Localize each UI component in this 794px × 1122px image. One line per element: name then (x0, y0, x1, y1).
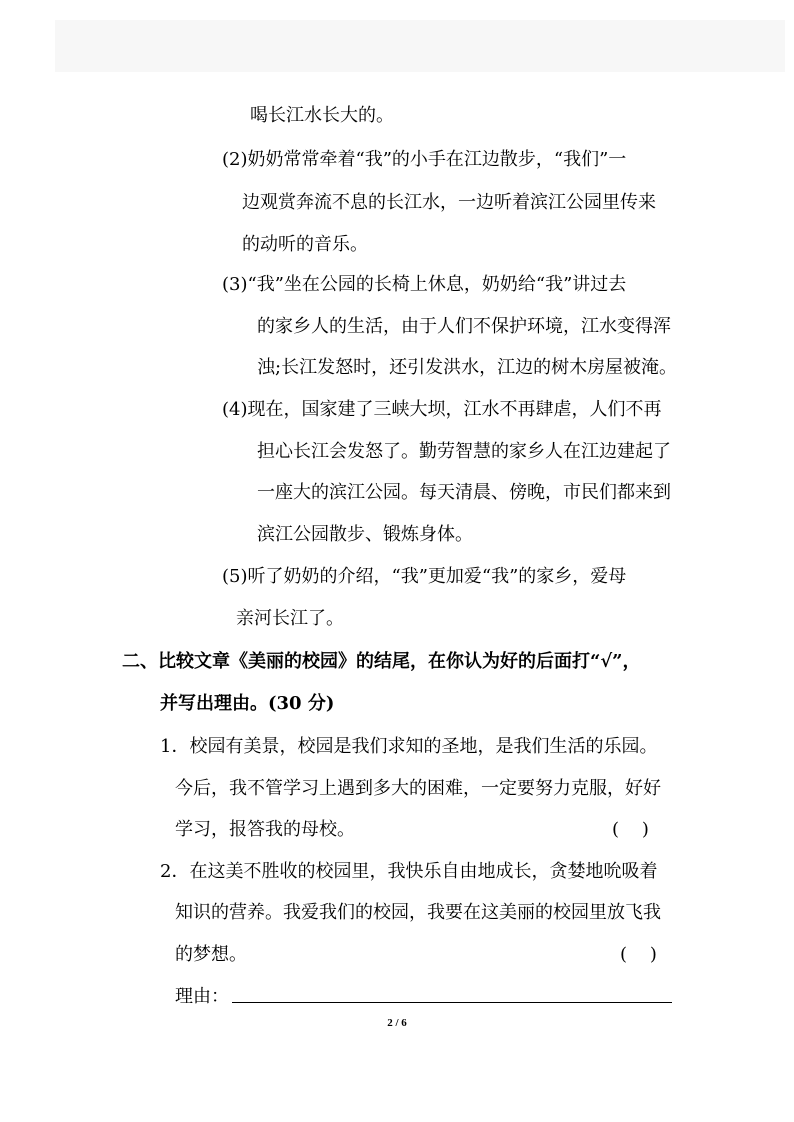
page-number: 2 / 6 (387, 1017, 407, 1029)
header-band (55, 20, 785, 72)
reason-answer-line[interactable] (232, 1002, 672, 1003)
section-2-heading-line-1: 二、比较文章《美丽的校园》的结尾，在你认为好的后面打“√”， (122, 651, 641, 672)
paragraph-3-line-3: 浊;长江发怒时，还引发洪水，江边的树木房屋被淹。 (257, 357, 678, 378)
option-1-line-3: 学习，报答我的母校。 (175, 819, 355, 840)
option-2-check-box[interactable]: ( ) (620, 944, 657, 965)
reason-label: 理由： (175, 986, 229, 1007)
paragraph-2-line-1: (2)奶奶常常牵着“我”的小手在江边散步，“我们”一 (222, 149, 627, 170)
section-2-heading-line-2: 并写出理由。(30 分) (160, 693, 335, 714)
paragraph-4-line-3: 一座大的滨江公园。每天清晨、傍晚，市民们都来到 (257, 482, 671, 503)
paragraph-4-line-4: 滨江公园散步、锻炼身体。 (257, 524, 473, 545)
paragraph-2-line-2: 边观赏奔流不息的长江水，一边听着滨江公园里传来 (242, 192, 656, 213)
option-2-line-1: 2．在这美不胜收的校园里，我快乐自由地成长，贪婪地吮吸着 (160, 861, 658, 882)
paragraph-4-line-2: 担心长江会发怒了。勤劳智慧的家乡人在江边建起了 (257, 441, 671, 462)
paragraph-2-line-3: 的动听的音乐。 (242, 234, 368, 255)
option-1-line-1: 1．校园有美景，校园是我们求知的圣地，是我们生活的乐园。 (160, 736, 658, 757)
paragraph-1-tail: 喝长江水长大的。 (250, 105, 394, 126)
option-1-line-2: 今后，我不管学习上遇到多大的困难，一定要努力克服，好好 (175, 778, 661, 799)
option-2-line-2: 知识的营养。我爱我们的校园，我要在这美丽的校园里放飞我 (175, 902, 661, 923)
option-2-line-3: 的梦想。 (175, 944, 247, 965)
paragraph-5-line-2: 亲河长江了。 (236, 608, 344, 629)
paragraph-4-line-1: (4)现在，国家建了三峡大坝，江水不再肆虐，人们不再 (222, 399, 662, 420)
paragraph-3-line-2: 的家乡人的生活，由于人们不保护环境，江水变得浑 (257, 316, 671, 337)
paragraph-5-line-1: (5)听了奶奶的介绍，“我”更加爱“我”的家乡，爱母 (222, 566, 627, 587)
paragraph-3-line-1: (3)“我”坐在公园的长椅上休息，奶奶给“我”讲过去 (222, 274, 627, 295)
option-1-check-box[interactable]: ( ) (612, 819, 649, 840)
